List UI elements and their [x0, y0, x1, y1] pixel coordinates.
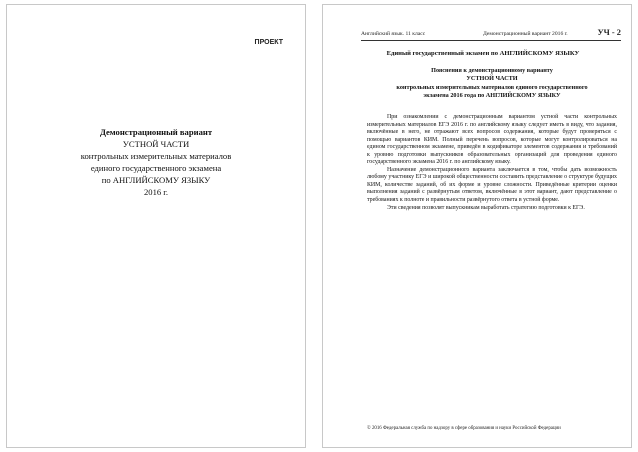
main-title: Единый государственный экзамен по АНГЛИЙСКОМУ ЯЗЫКУ [386, 50, 580, 57]
explanation-line: контрольных измерительных материалов единого государственного [396, 83, 588, 91]
explanation-heading [367, 67, 617, 101]
explanation-line: Пояснения к демонстрационному варианту [431, 67, 553, 74]
right-page [322, 4, 632, 448]
page-number: УЧ - 2 [597, 28, 621, 37]
left-page [6, 4, 306, 448]
cover-line-year: 2016 г. [143, 187, 169, 197]
body-text [367, 114, 617, 212]
paragraph: При ознакомлении с демонстрационным вариантом устной части контрольных измерительных материалов ЕГЭ 2016 г. по английскому языку следует иметь в виду, что задания, включённые в него, не отражают всех вопросов содержания, которые будут проверяться с помощью вариантов КИМ. Полный перечень вопросов, которые могут контролироваться на едином государственном экзамене, приведён в кодификаторе элементов содержания и требований к уровню подготовки выпускников образовательных организаций для проведения единого государственного экзамена 2016 г. по английскому языку. [367, 114, 617, 166]
cover-line-oral: УСТНОЙ ЧАСТИ [122, 139, 190, 149]
project-label: ПРОЕКТ [254, 39, 283, 46]
cover-line-exam: единого государственного экзамена [90, 163, 222, 173]
header-divider [361, 40, 621, 41]
paragraph: Назначение демонстрационного варианта заключается в том, чтобы дать возможность любому участнику ЕГЭ и широкой общественности составить представление о структуре будущих КИМ, количестве заданий, об их форме и уровне сложности. Приведённые критерии оценки выполнения заданий с развёрнутым ответом, включённые в этот вариант, дают представление о требованиях к полноте и правильности развёрнутого ответа в устной форме. [367, 166, 617, 204]
cover-title-block [7, 126, 305, 198]
paragraph: Эти сведения позволят выпускникам выработать стратегию подготовки к ЕГЭ. [387, 204, 585, 211]
explanation-line: экзамена 2016 года по АНГЛИЙСКОМУ ЯЗЫКУ [423, 92, 561, 100]
cover-line-demo: Демонстрационный вариант [99, 127, 213, 137]
header-subject: Английский язык. 11 класс [361, 31, 426, 37]
cover-line-kim: контрольных измерительных материалов [80, 151, 232, 161]
cover-line-subject: по АНГЛИЙСКОМУ ЯЗЫКУ [101, 175, 211, 185]
explanation-line: УСТНОЙ ЧАСТИ [466, 75, 518, 83]
header-demo-variant: Демонстрационный вариант 2016 г. [483, 31, 568, 37]
copyright-footer: © 2016 Федеральная служба по надзору в сфере образования и науки Российской Федерации [367, 426, 561, 431]
